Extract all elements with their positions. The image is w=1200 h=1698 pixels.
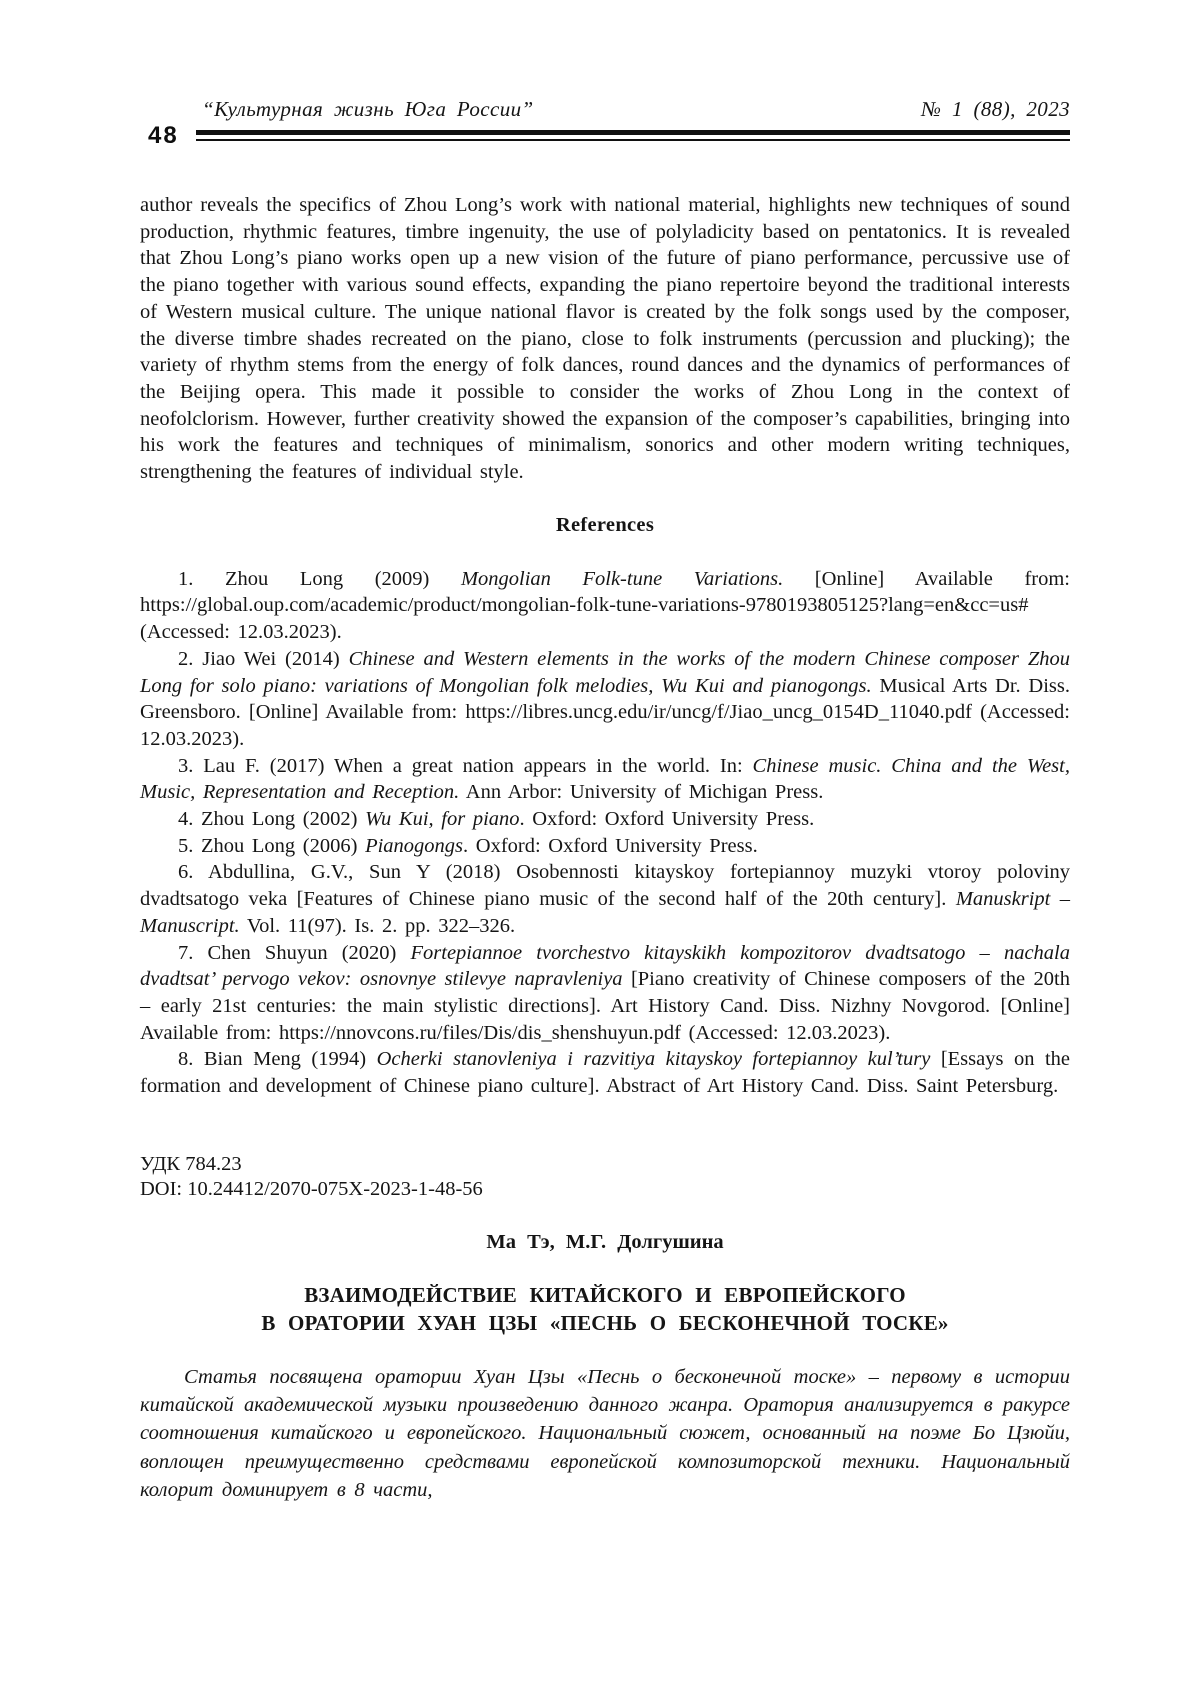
reference-pre: 1. Zhou Long (2009) [178, 567, 461, 590]
header-rule-thick [196, 130, 1070, 135]
reference-pre: 3. Lau F. (2017) When a great nation appears in the world. In: [178, 754, 753, 777]
reference-post: [Online] Available from: https://global.oup.com/academic/product/mongolian-folk-tune-variations-9780193805125?lang=en&cc=us# (Accessed: 12.03.2023). [140, 567, 1071, 644]
reference-pre: 2. Jiao Wei (2014) [178, 647, 349, 670]
reference-post: . Oxford: Oxford University Press. [463, 834, 758, 857]
reference-pre: 6. Abdullina, G.V., Sun Y (2018) Osobennosti kitayskoy fortepiannoy muzyki vtoroy poloviny dvadtsatogo veka [Features of Chinese piano music of the second half of the 20th century]. [140, 861, 1070, 911]
article-title-line-2: В ОРАТОРИИ ХУАН ЦЗЫ «ПЕСНЬ О БЕСКОНЕЧНОЙ ТОСКЕ» [261, 1310, 949, 1335]
authors-line: Ма Тэ, М.Г. Долгушина [486, 1230, 724, 1253]
abstract-paragraph: Статья посвящена оратории Хуан Цзы «Песнь о бесконечной тоске» – первому в истории китайской академической музыки произведению данного жанра. Оратория анализируется в ракурсе соотношения китайского и европейского. Национальный сюжет, основанный на поэме Бо Цзюйи, воплощен преимущественно средствами европейской композиторской техники. Национальный колорит доминирует в 8 части, [140, 1365, 1070, 1501]
reference-pre: 7. Chen Shuyun (2020) [178, 941, 411, 964]
reference-item [140, 566, 1070, 646]
reference-post: Musical Arts Dr. Diss. Greensboro. [Online] Available from: https://libres.uncg.edu/ir/uncg/f/Jiao_uncg_0154D_11040.pdf (Accessed: 12.03.2023). [140, 674, 1070, 750]
article-title [140, 1281, 1070, 1337]
reference-item [140, 806, 1070, 833]
article-title-line-1: ВЗАИМОДЕЙСТВИЕ КИТАЙСКОГО И ЕВРОПЕЙСКОГО [304, 1282, 906, 1307]
reference-pre: 4. Zhou Long (2002) [178, 808, 366, 831]
reference-post: [Piano creativity of Chinese composers of the 20th – early 21st centuries: the main stylistic directions]. Art History Cand. Diss. Nizhny Novgorod. [Online] Available from: https://nnovcons.ru/files/Dis/dis_shenshuyun.pdf (Accessed: 12.03.2023). [140, 968, 1070, 1044]
reference-item [140, 1046, 1070, 1099]
doi-line: DOI: 10.24412/2070-075X-2023-1-48-56 [140, 1178, 483, 1201]
reference-item [140, 833, 1070, 860]
journal-title: “Культурная жизнь Юга России” [202, 97, 534, 121]
page-header [140, 97, 1070, 141]
references-heading: References [555, 513, 655, 536]
page-content [140, 192, 1070, 1504]
reference-title: Wu Kui, for piano [365, 808, 520, 831]
header-rule-thin [196, 139, 1070, 141]
reference-title: Chinese music. China and the West, Music, Representation and Reception. [140, 754, 1070, 804]
article-continuation-paragraph: author reveals the specifics of Zhou Long’s work with national material, highlights new techniques of sound production, rhythmic features, timbre ingenuity, the use of polyladicity based on pentatonics. It is revealed that Zhou Long’s piano works open up a new vision of the future of piano performance, percussive use of the piano together with various sound effects, expanding the piano repertoire beyond the traditional interests of Western musical culture. The unique national flavor is created by the folk songs used by the composer, the diverse timbre shades recreated on the piano, close to folk instruments (percussion and plucking); the variety of rhythm stems from the energy of folk dances, round dances and the dynamics of performances of the Beijing opera. This made it possible to consider the works of Zhou Long in the context of neofolclorism. However, further creativity showed the expansion of the composer’s capabilities, bringing into his work the features and techniques of minimalism, sonorics and other modern writing techniques, strengthening the features of individual style. [140, 194, 1070, 484]
reference-title: Fortepiannoe tvorchestvo kitayskikh kompozitorov dvadtsatogo – nachala dvadtsat’ pervogo vekov: osnovnye stilevye napravleniya [140, 941, 1070, 991]
reference-post: . Oxford: Oxford University Press. [519, 808, 815, 831]
reference-item [140, 940, 1070, 1047]
references-list [140, 566, 1070, 1100]
reference-title: Ocherki stanovleniya i razvitiya kitayskoy fortepiannoy kul’tury [376, 1048, 931, 1071]
reference-pre: 8. Bian Meng (1994) [178, 1048, 377, 1071]
reference-item [140, 859, 1070, 939]
page-number: 48 [148, 122, 179, 149]
reference-title: Chinese and Western elements in the works of the modern Chinese composer Zhou Long for solo piano: variations of Mongolian folk melodies, Wu Kui and pianogongs. [140, 647, 1070, 697]
reference-post: Vol. 11(97). Is. 2. pp. 322–326. [239, 914, 516, 937]
reference-post: [Essays on the formation and development of Chinese piano culture]. Abstract of Art History Cand. Diss. Saint Petersburg. [140, 1048, 1070, 1098]
issue-info: № 1 (88), 2023 [921, 97, 1070, 121]
reference-item [140, 646, 1070, 753]
reference-pre: 5. Zhou Long (2006) [178, 834, 366, 857]
udk-line: УДК 784.23 [140, 1152, 242, 1175]
reference-title: Pianogongs [365, 834, 464, 857]
reference-title: Mongolian Folk-tune Variations. [460, 567, 784, 590]
reference-title: Manuskript – Manuscript. [140, 888, 1070, 937]
running-head [140, 97, 1070, 121]
reference-post: Ann Arbor: University of Michigan Press. [459, 781, 824, 804]
udk-doi-block [140, 1152, 1070, 1203]
reference-item [140, 753, 1070, 806]
